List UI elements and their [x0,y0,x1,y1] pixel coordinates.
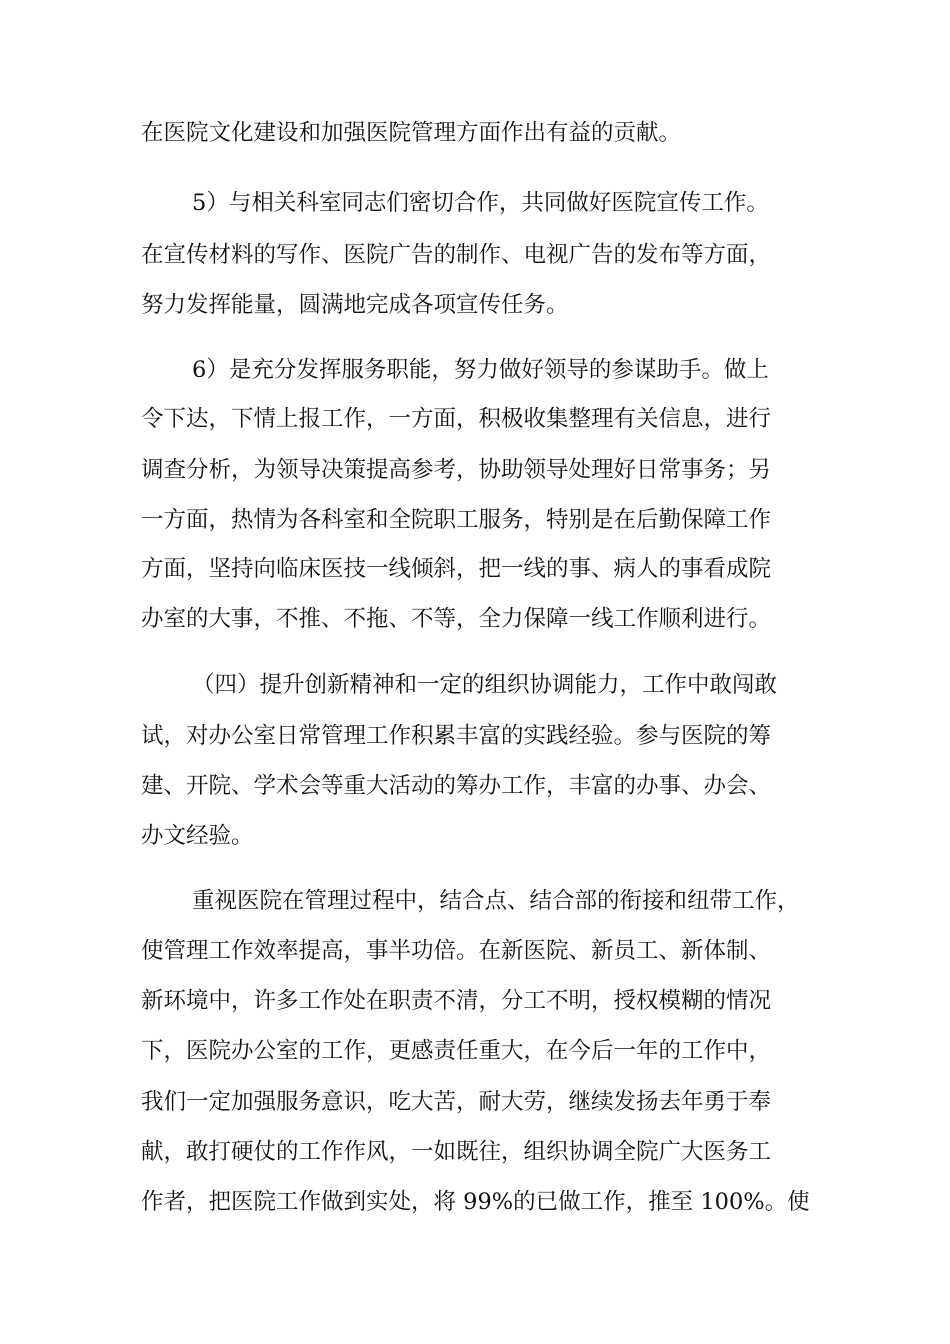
text-line: 新环境中，许多工作处在职责不清，分工不明，授权模糊的情况 [141,988,772,1014]
text-line: 6）是充分发挥服务职能，努力做好领导的参谋助手。做上 [192,357,769,383]
text-line: 调查分析，为领导决策提高参考，协助领导处理好日常事务；另 [141,457,772,483]
text-line: 在宣传材料的写作、医院广告的制作、电视广告的发布等方面， [141,242,772,268]
text-line: 使管理工作效率提高，事半功倍。在新医院、新员工、新体制、 [141,938,772,964]
text-line: 献，敢打硬仗的工作作风，一如既往，组织协调全院广大医务工 [141,1139,772,1165]
text-line: 下，医院办公室的工作，更感责任重大，在今后一年的工作中， [141,1038,772,1064]
text-line: 令下达，下情上报工作，一方面，积极收集整理有关信息，进行 [141,406,772,432]
text-line: 在医院文化建设和加强医院管理方面作出有益的贡献。 [141,120,682,146]
text-line: 办文经验。 [141,823,254,849]
text-line: 方面，坚持向临床医技一线倾斜，把一线的事、病人的事看成院 [141,556,772,582]
text-line: 我们一定加强服务意识，吃大苦，耐大劳，继续发扬去年勇于奉 [141,1089,772,1115]
text-line: 试，对办公室日常管理工作积累丰富的实践经验。参与医院的筹 [141,723,772,749]
text-line: 5）与相关科室同志们密切合作，共同做好医院宣传工作。 [192,190,769,216]
text-line: （四）提升创新精神和一定的组织协调能力，工作中敢闯敢 [192,672,778,698]
text-line: 努力发挥能量，圆满地完成各项宣传任务。 [141,292,569,318]
text-line: 一方面，热情为各科室和全院职工服务，特别是在后勤保障工作 [141,507,772,533]
text-line: 建、开院、学术会等重大活动的筹办工作，丰富的办事、办会、 [141,773,772,799]
text-line: 办室的大事，不推、不拖、不等，全力保障一线工作顺利进行。 [141,606,772,632]
text-line: 作者，把医院工作做到实处，将 99%的已做工作，推至 100%。使 [141,1189,810,1215]
text-line: 重视医院在管理过程中，结合点、结合部的衔接和纽带工作， [192,888,800,914]
